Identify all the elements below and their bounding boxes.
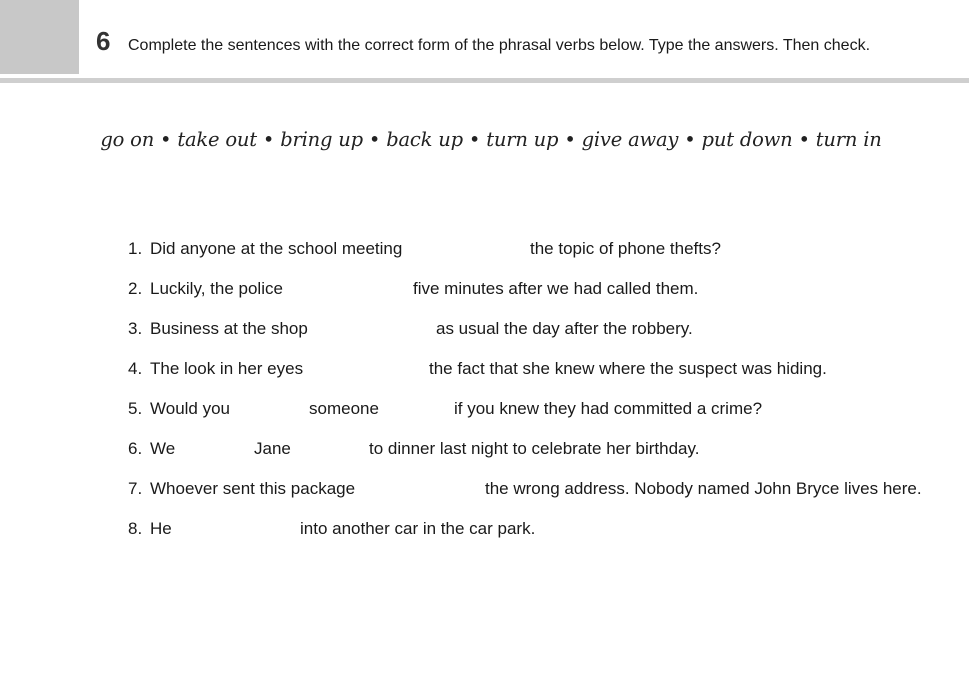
sentence-text: Luckily, the police — [150, 279, 283, 298]
sentence-number: 7. — [128, 479, 143, 498]
word-bank: go on • take out • bring up • back up • turn up • give away • put down • turn in — [100, 128, 882, 151]
sentence-text: the fact that she knew where the suspect was hiding. — [429, 359, 827, 378]
exercise-instruction: Complete the sentences with the correct form of the phrasal verbs below. Type the answers. Then check. — [128, 37, 871, 54]
sentence-text: We — [150, 439, 176, 458]
sentence-text: Whoever sent this package — [150, 479, 356, 498]
sentence-text: five minutes after we had called them. — [413, 279, 699, 298]
sentence-number: 2. — [128, 279, 143, 298]
header-color-block — [0, 0, 79, 74]
sentence-text: to dinner last night to celebrate her birthday. — [369, 439, 700, 458]
sentence-text: the wrong address. Nobody named John Bryce lives here. — [485, 479, 922, 498]
sentence-number: 6. — [128, 439, 143, 458]
sentence-number: 8. — [128, 519, 143, 538]
header-divider — [0, 78, 969, 83]
sentence-number: 4. — [128, 359, 143, 378]
exercise-number: 6 — [96, 26, 111, 56]
sentence-text: the topic of phone thefts? — [530, 239, 721, 258]
sentence-text: Would you — [150, 399, 231, 418]
sentence-text: The look in her eyes — [150, 359, 304, 378]
sentence-number: 1. — [128, 239, 143, 258]
sentence-text: someone — [309, 399, 379, 418]
sentence-text: Did anyone at the school meeting — [150, 239, 403, 258]
sentence-text: into another car in the car park. — [300, 519, 536, 538]
sentence-text: if you knew they had committed a crime? — [454, 399, 763, 418]
sentence-number: 3. — [128, 319, 143, 338]
sentence-text: Business at the shop — [150, 319, 308, 338]
sentence-text: as usual the day after the robbery. — [436, 319, 693, 338]
sentence-number: 5. — [128, 399, 143, 418]
sentence-text: Jane — [254, 439, 291, 458]
sentence-text: He — [150, 519, 172, 538]
